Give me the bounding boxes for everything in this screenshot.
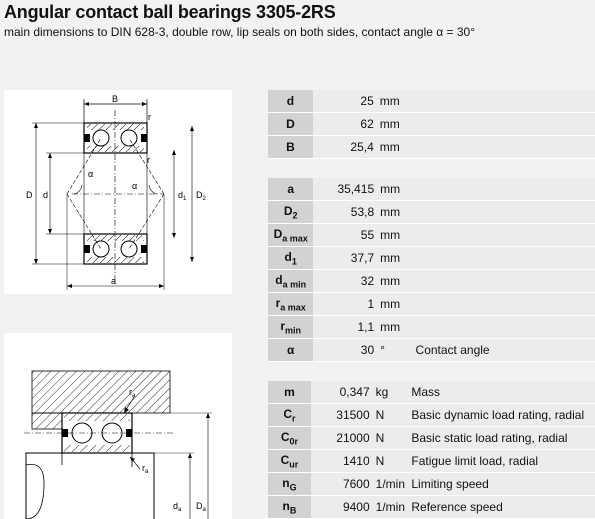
table-row [268, 201, 595, 224]
unit-cell: mm [376, 224, 411, 247]
symbol-text: C [280, 429, 290, 444]
symbol-subscript: B [289, 505, 297, 516]
description-cell [412, 316, 595, 339]
label-r-top: r [148, 112, 151, 122]
additional-dimensions-table [268, 178, 595, 362]
unit-cell: 1/min [372, 496, 408, 519]
load-ratings-table [268, 381, 595, 519]
table-row [268, 496, 595, 519]
description-cell: Basic static load rating, radial [407, 427, 595, 450]
label-d1: $d_1$ [178, 190, 187, 202]
page-subtitle: main dimensions to DIN 628-3, double row, lip seals on both sides, contact angle α = 30° [4, 25, 476, 39]
symbol-text: D [283, 203, 293, 218]
unit-cell: mm [376, 90, 412, 113]
symbol-text: D [286, 117, 295, 131]
description-cell: Limiting speed [407, 473, 595, 496]
value-cell: 55 [313, 224, 376, 247]
description-cell [412, 224, 595, 247]
table-row [268, 339, 595, 362]
unit-cell: ° [376, 339, 411, 362]
unit-cell: N [372, 404, 408, 427]
symbol-cell [268, 316, 313, 339]
description-cell: Reference speed [407, 496, 595, 519]
unit-cell: mm [376, 316, 411, 339]
table-row [268, 427, 595, 450]
table-row [268, 270, 595, 293]
description-cell [412, 178, 595, 201]
description-cell [412, 270, 595, 293]
description-cell [411, 90, 595, 113]
unit-cell: mm [376, 113, 412, 136]
symbol-text: r [275, 295, 281, 310]
value-cell: 0,347 [311, 381, 372, 404]
value-cell: 1,1 [313, 316, 376, 339]
description-cell [411, 113, 595, 136]
value-cell: 30 [313, 339, 376, 362]
unit-cell: mm [376, 293, 411, 316]
symbol-text: B [286, 140, 295, 154]
page-title: Angular contact ball bearings 3305-2RS [4, 2, 336, 22]
description-cell [412, 247, 595, 270]
symbol-subscript: a max [282, 233, 308, 244]
unit-cell: N [372, 427, 408, 450]
symbol-text: D [273, 226, 283, 241]
symbol-cell [268, 293, 313, 316]
symbol-cell [268, 113, 313, 136]
symbol-text: n [282, 475, 290, 490]
symbol-cell [268, 136, 313, 159]
table-row [268, 473, 595, 496]
label-da: $d_a$ [173, 501, 182, 513]
bearing-section-drawing [4, 90, 232, 294]
value-cell: 53,8 [313, 201, 376, 224]
label-B: B [112, 94, 119, 104]
unit-cell: mm [376, 178, 411, 201]
description-cell: Fatigue limit load, radial [407, 450, 595, 473]
housing [32, 371, 170, 413]
description-cell: Mass [407, 381, 595, 404]
symbol-subscript: G [289, 482, 297, 493]
table-row [268, 136, 595, 159]
description-cell [412, 201, 595, 224]
label-a: a [111, 276, 117, 286]
unit-cell: kg [372, 381, 408, 404]
symbol-text: m [284, 385, 295, 399]
symbol-subscript: 0r [289, 436, 299, 447]
table-row [268, 316, 595, 339]
unit-cell: N [372, 450, 408, 473]
value-cell: 1 [313, 293, 376, 316]
symbol-cell [268, 404, 311, 427]
symbol-cell [268, 247, 313, 270]
value-cell: 35,415 [313, 178, 376, 201]
label-alpha-left: α [88, 169, 94, 179]
unit-cell: mm [376, 201, 411, 224]
value-cell: 62 [313, 113, 376, 136]
symbol-cell [268, 339, 313, 362]
label-D2: $D_2$ [196, 190, 206, 202]
symbol-subscript: r [292, 413, 296, 424]
unit-cell: mm [376, 270, 411, 293]
value-cell: 1410 [311, 450, 372, 473]
label-d: d [43, 190, 49, 200]
table-row [268, 247, 595, 270]
symbol-subscript: 2 [292, 210, 298, 221]
symbol-subscript: a max [280, 302, 306, 313]
symbol-text: d [275, 272, 283, 287]
symbol-cell [268, 381, 311, 404]
value-cell: 31500 [311, 404, 372, 427]
table-row [268, 224, 595, 247]
value-cell: 21000 [311, 427, 372, 450]
value-cell: 7600 [311, 473, 372, 496]
unit-cell: mm [376, 136, 412, 159]
mounting-dimensions-drawing [4, 333, 232, 519]
symbol-cell [268, 90, 313, 113]
symbol-cell [268, 270, 313, 293]
symbol-cell [268, 473, 311, 496]
symbol-subscript: ur [289, 459, 299, 470]
value-cell: 25 [313, 90, 376, 113]
description-cell: Basic dynamic load rating, radial [407, 404, 595, 427]
value-cell: 32 [313, 270, 376, 293]
unit-cell: 1/min [372, 473, 408, 496]
table-row [268, 381, 595, 404]
symbol-text: d [284, 249, 292, 264]
symbol-text: a [287, 182, 295, 196]
symbol-text: α [287, 343, 295, 357]
description-cell [412, 293, 595, 316]
table-row [268, 404, 595, 427]
main-dimensions-table [268, 90, 595, 159]
table-row [268, 178, 595, 201]
symbol-text: d [286, 94, 295, 108]
label-D: D [26, 190, 33, 200]
table-row [268, 113, 595, 136]
symbol-text: n [282, 498, 290, 513]
symbol-text: r [280, 318, 286, 333]
value-cell: 9400 [311, 496, 372, 519]
symbol-subscript: 1 [291, 256, 297, 267]
symbol-cell [268, 178, 313, 201]
label-alpha-right: α [132, 181, 138, 191]
symbol-cell [268, 496, 311, 519]
symbol-text: C [280, 452, 290, 467]
table-row [268, 90, 595, 113]
description-cell: Contact angle [412, 339, 595, 362]
symbol-subscript: min [285, 325, 302, 336]
label-r-mid: r [147, 155, 150, 165]
label-ra-top: $r_a$ [129, 387, 136, 399]
symbol-cell [268, 201, 313, 224]
value-cell: 25,4 [313, 136, 376, 159]
value-cell: 37,7 [313, 247, 376, 270]
unit-cell: mm [376, 247, 411, 270]
symbol-subscript: a min [282, 279, 307, 290]
symbol-text: C [283, 406, 292, 421]
symbol-cell [268, 450, 311, 473]
table-row [268, 450, 595, 473]
symbol-cell [268, 224, 313, 247]
description-cell [411, 136, 595, 159]
table-row [268, 293, 595, 316]
label-Da: $D_a$ [196, 501, 206, 513]
symbol-cell [268, 427, 311, 450]
label-ra-bottom: $r_a$ [142, 463, 149, 475]
